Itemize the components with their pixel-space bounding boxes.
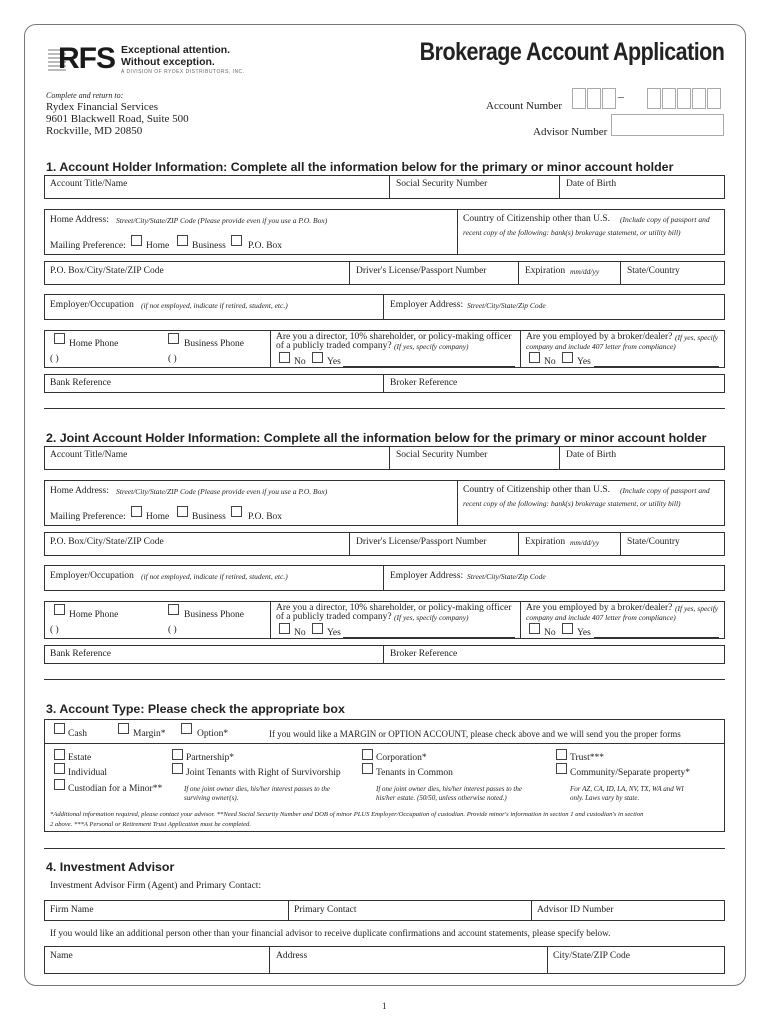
s1-broker-no-checkbox[interactable] [529, 352, 540, 363]
s2-broker-yes-checkbox[interactable] [562, 623, 573, 634]
s2-pobox-label: P.O. Box/City/State/ZIP Code [50, 537, 164, 547]
s2-broker-q2-hint: company and include 407 letter from compliance) [526, 613, 676, 622]
s1-broker-no-label: No [544, 357, 556, 367]
s1-mail-home-label: Home [146, 241, 170, 251]
account-digit-box[interactable] [587, 88, 601, 109]
jtwros-label: Joint Tenants with Right of Survivorship [186, 768, 341, 778]
s1-business-phone-label: Business Phone [184, 339, 244, 349]
community-note-2: only. Laws vary by state. [570, 794, 640, 802]
s1-license-label: Driver's License/Passport Number [356, 266, 487, 276]
advisor-id-label: Advisor ID Number [537, 905, 614, 915]
rfs-logo [46, 44, 118, 76]
dup-name-label: Name [50, 951, 73, 961]
s2-broker-q1: Are you employed by a broker/dealer? [526, 603, 673, 613]
s2-director-yes-checkbox[interactable] [312, 623, 323, 634]
account-number-label: Account Number [486, 100, 563, 112]
account-digit-box[interactable] [647, 88, 661, 109]
s1-employer-label: Employer/Occupation [50, 300, 134, 310]
s1-employer-address-label: Employer Address: [390, 300, 464, 310]
s1-mail-pobox-label: P.O. Box [248, 241, 283, 251]
s2-director-yes-line[interactable] [343, 637, 515, 638]
s2-broker-no-checkbox[interactable] [529, 623, 540, 634]
s2-employer-address-hint: Street/City/State/Zip Code [467, 572, 546, 581]
tic-note-2: his/her estate. (50/50, unless otherwise noted.) [376, 794, 507, 802]
s1-broker-ref-label: Broker Reference [390, 378, 458, 388]
s2-broker-yes-label: Yes [577, 628, 591, 638]
s1-citizenship-hint-1: (Include copy of passport and [620, 215, 710, 224]
s2-employer-address-label: Employer Address: [390, 571, 464, 581]
s1-director-yes-checkbox[interactable] [312, 352, 323, 363]
s2-business-phone-paren: ( ) [168, 625, 177, 635]
s1-account-title-label: Account Title/Name [50, 179, 128, 189]
s1-title: 1. Account Holder Information: Complete all the information below for the primary or minor account holder [46, 160, 674, 174]
margin-label: Margin* [133, 729, 166, 739]
s2-home-address-label: Home Address: [50, 486, 109, 496]
s1-dob-label: Date of Birth [566, 179, 617, 189]
account-digit-box[interactable] [662, 88, 676, 109]
cash-checkbox[interactable] [54, 723, 65, 734]
s1-director-yes-line[interactable] [343, 366, 515, 367]
firm-primary-label: Investment Advisor Firm (Agent) and Primary Contact: [50, 881, 262, 891]
s1-rule [44, 408, 725, 409]
partnership-checkbox[interactable] [172, 749, 183, 760]
advisor-number-label: Advisor Number [533, 126, 608, 138]
s2-expiration-hint: mm/dd/yy [570, 538, 600, 547]
division-text: A DIVISION OF RYDEX DISTRIBUTORS, INC. [121, 69, 245, 75]
s1-business-phone-paren: ( ) [168, 354, 177, 364]
individual-label: Individual [68, 768, 108, 778]
return-address-2: 9601 Blackwell Road, Suite 500 [46, 113, 189, 125]
s2-state-country-label: State/Country [627, 537, 680, 547]
s2-broker-q1-hint: (If yes, specify [675, 604, 719, 613]
s2-rule [44, 679, 725, 680]
s1-home-address-hint: Street/City/State/ZIP Code (Please provide even if you use a P.O. Box) [116, 216, 328, 225]
section-4-title: 4. Investment Advisor [46, 860, 175, 874]
account-dash: – [618, 89, 624, 103]
option-label: Option* [197, 729, 229, 739]
s1-director-yes-label: Yes [327, 357, 341, 367]
trust-label: Trust*** [570, 753, 604, 763]
account-digit-box[interactable] [692, 88, 706, 109]
footnote-2: 2 above. ***A Personal or Retirement Trust Application must be completed. [50, 821, 251, 828]
account-digit-box[interactable] [677, 88, 691, 109]
section-4-rule [44, 848, 725, 849]
s2-employer-hint: (if not employed, indicate if retired, student, etc.) [141, 572, 288, 581]
page-number: 1 [382, 1001, 387, 1011]
s1-broker-q2-hint: company and include 407 letter from compliance) [526, 342, 676, 351]
jtwros-note-2: surviving owner(s). [184, 794, 239, 802]
s2-title: 2. Joint Account Holder Information: Complete all the information below for the primary or minor account holder [46, 431, 707, 445]
s2-phone-box [44, 601, 271, 639]
duplicate-note: If you would like an additional person other than your financial advisor to receive duplicate confirmations and account statements, please specify below. [50, 928, 611, 938]
account-digit-box[interactable] [572, 88, 586, 109]
s2-account-title-label: Account Title/Name [50, 450, 128, 460]
s1-employer-address-hint: Street/City/State/Zip Code [467, 301, 546, 310]
s2-broker-ref-label: Broker Reference [390, 649, 458, 659]
footnote-1: *Additional information required, please contact your advisor. **Need Social Security Number and DOB of minor PLUS Employer/Occupation of custodian. Provide minor's information in section 1 and custodian's in section [50, 811, 644, 818]
s1-director-q2: of a publicly traded company? [276, 341, 392, 351]
s1-employer-hint: (if not employed, indicate if retired, student, etc.) [141, 301, 288, 310]
s1-mail-business-checkbox[interactable] [177, 235, 188, 246]
s2-director-yes-label: Yes [327, 628, 341, 638]
s2-citizenship-hint-1: (Include copy of passport and [620, 486, 710, 495]
tic-note-1: If one joint owner dies, his/her interest passes to the [376, 785, 522, 793]
account-type-divider [44, 743, 725, 744]
s2-mail-pobox-checkbox[interactable] [231, 506, 242, 517]
s2-ssn-label: Social Security Number [396, 450, 488, 460]
page-title: Brokerage Account Application [419, 38, 724, 66]
s1-home-phone-paren: ( ) [50, 354, 59, 364]
s1-broker-q1: Are you employed by a broker/dealer? [526, 332, 673, 342]
tagline-2: Without exception. [121, 56, 215, 68]
dup-address-label: Address [276, 951, 308, 961]
s1-director-no-checkbox[interactable] [279, 352, 290, 363]
jtwros-checkbox[interactable] [172, 763, 183, 774]
s2-broker-yes-line[interactable] [594, 637, 719, 638]
s1-pobox-label: P.O. Box/City/State/ZIP Code [50, 266, 164, 276]
estate-checkbox[interactable] [54, 749, 65, 760]
s2-home-phone-paren: ( ) [50, 625, 59, 635]
partnership-label: Partnership* [186, 753, 235, 763]
s1-mailing-pref-label: Mailing Preference: [50, 241, 126, 251]
s2-expiration-label: Expiration [525, 537, 566, 547]
logo-text: RFS [58, 42, 115, 75]
margin-note: If you would like a MARGIN or OPTION ACCOUNT, please check above and we will send you the proper forms [269, 729, 681, 739]
account-digit-box[interactable] [602, 88, 616, 109]
jtwros-note-1: If one joint owner dies, his/her interest passes to the [184, 785, 330, 793]
individual-checkbox[interactable] [54, 763, 65, 774]
margin-checkbox[interactable] [118, 723, 129, 734]
s1-mail-pobox-checkbox[interactable] [231, 235, 242, 246]
return-address-1: Rydex Financial Services [46, 101, 158, 113]
dup-name-field[interactable] [44, 946, 270, 974]
s1-broker-yes-checkbox[interactable] [562, 352, 573, 363]
return-label: Complete and return to: [46, 91, 124, 100]
advisor-number-field[interactable] [611, 114, 724, 136]
s1-director-q1: Are you a director, 10% shareholder, or policy-making officer [276, 332, 512, 342]
s1-broker-q1-hint: (If yes, specify [675, 333, 719, 342]
s1-citizenship-label: Country of Citizenship other than U.S. [463, 214, 610, 224]
s1-home-phone-label: Home Phone [69, 339, 119, 349]
s2-mailing-pref-label: Mailing Preference: [50, 512, 126, 522]
s2-home-phone-label: Home Phone [69, 610, 119, 620]
s1-broker-yes-line[interactable] [594, 366, 719, 367]
firm-name-label: Firm Name [50, 905, 94, 915]
s1-business-phone-checkbox[interactable] [168, 333, 179, 344]
s2-business-phone-checkbox[interactable] [168, 604, 179, 615]
option-checkbox[interactable] [181, 723, 192, 734]
s1-bank-ref-label: Bank Reference [50, 378, 111, 388]
s2-director-q2-hint: (If yes, specify company) [394, 613, 469, 622]
s1-home-phone-checkbox[interactable] [54, 333, 65, 344]
tagline-1: Exceptional attention. [121, 44, 231, 56]
s1-broker-yes-label: Yes [577, 357, 591, 367]
s2-employer-label: Employer/Occupation [50, 571, 134, 581]
s1-expiration-label: Expiration [525, 266, 566, 276]
community-note-1: For AZ, CA, ID, LA, NV, TX, WA and WI [570, 785, 684, 793]
estate-label: Estate [68, 753, 92, 763]
tic-label: Tenants in Common [376, 768, 453, 778]
s2-home-phone-checkbox[interactable] [54, 604, 65, 615]
s2-mail-home-checkbox[interactable] [131, 506, 142, 517]
section-3-title: 3. Account Type: Please check the appropriate box [46, 702, 345, 716]
s1-mail-home-checkbox[interactable] [131, 235, 142, 246]
s2-mail-business-checkbox[interactable] [177, 506, 188, 517]
trust-checkbox[interactable] [556, 749, 567, 760]
s2-mail-business-label: Business [192, 512, 226, 522]
s1-phone-box [44, 330, 271, 368]
community-checkbox[interactable] [556, 763, 567, 774]
s1-state-country-label: State/Country [627, 266, 680, 276]
s2-dob-label: Date of Birth [566, 450, 617, 460]
s1-ssn-label: Social Security Number [396, 179, 488, 189]
s2-bank-ref-label: Bank Reference [50, 649, 111, 659]
s2-business-phone-label: Business Phone [184, 610, 244, 620]
s2-director-q1: Are you a director, 10% shareholder, or policy-making officer [276, 603, 512, 613]
s2-citizenship-hint-2: recent copy of the following: bank(s) brokerage statement, or utility bill) [463, 499, 681, 508]
corporation-label: Corporation* [376, 753, 427, 763]
dup-city-label: City/State/ZIP Code [553, 951, 630, 961]
account-digit-box[interactable] [707, 88, 721, 109]
s2-broker-no-label: No [544, 628, 556, 638]
return-address-3: Rockville, MD 20850 [46, 125, 143, 137]
s2-director-no-checkbox[interactable] [279, 623, 290, 634]
s2-home-address-hint: Street/City/State/ZIP Code (Please provide even if you use a P.O. Box) [116, 487, 328, 496]
s1-director-no-label: No [294, 357, 306, 367]
s2-director-no-label: No [294, 628, 306, 638]
s1-mail-business-label: Business [192, 241, 226, 251]
s2-director-q2: of a publicly traded company? [276, 612, 392, 622]
dup-address-field[interactable] [269, 946, 548, 974]
s2-mail-home-label: Home [146, 512, 170, 522]
primary-contact-label: Primary Contact [294, 905, 357, 915]
cash-label: Cash [68, 729, 87, 739]
s2-license-label: Driver's License/Passport Number [356, 537, 487, 547]
custodian-checkbox[interactable] [54, 779, 65, 790]
tic-checkbox[interactable] [362, 763, 373, 774]
s1-expiration-hint: mm/dd/yy [570, 267, 600, 276]
s1-citizenship-hint-2: recent copy of the following: bank(s) brokerage statement, or utility bill) [463, 228, 681, 237]
s2-mail-pobox-label: P.O. Box [248, 512, 283, 522]
community-label: Community/Separate property* [570, 768, 691, 778]
corporation-checkbox[interactable] [362, 749, 373, 760]
custodian-label: Custodian for a Minor** [68, 784, 163, 794]
s2-citizenship-label: Country of Citizenship other than U.S. [463, 485, 610, 495]
s1-director-q2-hint: (If yes, specify company) [394, 342, 469, 351]
s1-home-address-label: Home Address: [50, 215, 109, 225]
